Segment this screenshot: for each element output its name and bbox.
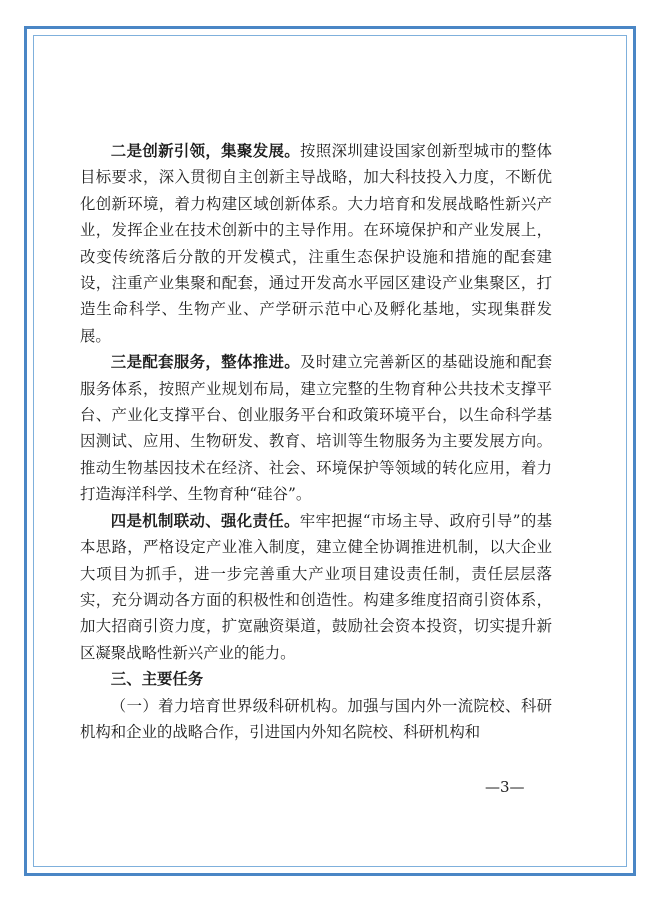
paragraph-innovation bbox=[80, 138, 552, 349]
paragraph-support-services bbox=[80, 349, 552, 507]
paragraph-text: 及时建立完善新区的基础设施和配套服务体系，按照产业规划布局，建立完整的生物育种公共技术支撑平台、产业化支撑平台、创业服务平台和政策环境平台，以生命科学基因测试、应用、生物研发、教育、培训等生物服务为主要发展方向。推动生物基因技术在经济、社会、环境保护等领域的转化应用，着力打造海洋科学、生物育种“硅谷”。 bbox=[80, 353, 552, 504]
paragraph-lead: 二是创新引领，集聚发展。 bbox=[110, 142, 301, 160]
page-number: —3— bbox=[485, 778, 525, 796]
paragraph-subsection: （一）着力培育世界级科研机构。加强与国内外一流院校、科研机构和企业的战略合作，引进国内外知名院校、科研机构和 bbox=[80, 696, 552, 741]
paragraph-lead: 四是机制联动、强化责任。 bbox=[110, 511, 300, 530]
paragraph-text: 按照深圳建设国家创新型城市的整体目标要求，深入贯彻自主创新主导战略，加大科技投入力度，不断优化创新环境，着力构建区域创新体系。大力培育和发展战略性新兴产业，发挥企业在技术创新中的主导作用。在环境保护和产业发展上，改变传统落后分散的开发模式，注重生态保护设施和措施的配套建设，注重产业集聚和配套，通过开发高水平园区建设产业集聚区，打造生命科学、生物产业、产学研示范中心及孵化基地，实现集群发展。 bbox=[80, 142, 552, 345]
paragraph-text: 牢牢把握“市场主导、政府引导”的基本思路，严格设定产业准入制度，建立健全协调推进机制，以大企业大项目为抓手，进一步完善重大产业项目建设责任制，责任层层落实，充分调动各方面的积极性和创造性。构建多维度招商引资体系，加大招商引资力度，扩宽融资渠道，鼓励社会资本投资，切实提升新区凝聚战略性新兴产业的能力。 bbox=[80, 511, 552, 662]
paragraph-lead: 三是配套服务，整体推进。 bbox=[110, 353, 301, 372]
section-heading: 三、主要任务 bbox=[110, 670, 204, 689]
document-body bbox=[80, 138, 552, 745]
paragraph-mechanism bbox=[80, 508, 552, 666]
